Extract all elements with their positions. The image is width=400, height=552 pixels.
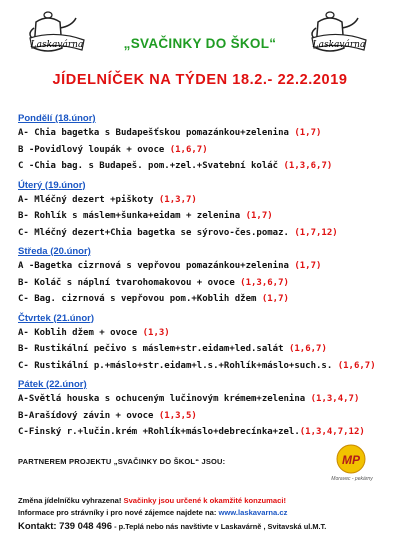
footer-info — [18, 508, 287, 517]
allergens: (1,7) — [245, 211, 273, 221]
moravec-pekarny-logo — [336, 444, 366, 474]
day-section — [18, 112, 396, 175]
allergens: (1,6,7) — [337, 360, 376, 371]
menu-item — [18, 192, 396, 209]
menu-item — [18, 258, 396, 275]
allergens: (1,3,7) — [158, 194, 197, 205]
allergens: (1,7) — [294, 128, 322, 138]
day-heading: Pátek (22.únor) — [18, 379, 87, 390]
allergens: (1,3,6,7) — [283, 161, 333, 171]
menu-item-text: C -Chia bag. s Budapeš. pom.+zel.+Svatební koláč — [18, 161, 284, 171]
menu-item-text: C- Rustikální p.+máslo+str.eidam+l.s.+Rohlík+máslo+such.s. — [18, 360, 338, 371]
allergens: (1,3,4,7,12) — [299, 427, 365, 437]
menu-item-text: B -Povidlový loupák + ovoce — [18, 144, 170, 155]
contact-address: - p.Teplá nebo nás navštivte v Laskavárně , Svitavská ul.M.T. — [112, 522, 327, 531]
menu-item-text: C-Finský r.+lučin.krém +Rohlík+máslo+debrecínka+zel. — [18, 427, 300, 437]
menu-item — [18, 142, 396, 159]
allergens: (1,3,5) — [158, 410, 197, 421]
allergens: (1,3,6,7) — [240, 277, 289, 288]
menu-item — [18, 341, 396, 358]
day-section — [18, 312, 396, 375]
menu-item — [18, 291, 396, 308]
day-heading: Čtvrtek (21.únor) — [18, 312, 95, 324]
menu-item — [18, 424, 396, 441]
allergens: (1,7) — [261, 294, 289, 304]
menu-change-notice: Změna jídelníčku vyhrazena! — [18, 496, 124, 505]
menu-item-text: B- Rohlík s máslem+šunka+eidam + zelenina — [18, 211, 246, 221]
day-heading: Středa (20.únor) — [18, 246, 91, 257]
laskavarna-logo-left — [26, 8, 88, 60]
menu-item — [18, 408, 396, 425]
day-heading: Pondělí (18.únor) — [18, 113, 96, 124]
weekly-menu — [18, 108, 396, 441]
menu-item-text: A- Koblih džem + ovoce — [18, 327, 143, 338]
svg-text:MP: MP — [342, 453, 360, 467]
svg-text:Laskavárna: Laskavárna — [312, 40, 366, 50]
menu-item-text: B- Koláč s náplní tvarohomakovou + ovoce — [18, 277, 241, 288]
consumption-notice: Svačinky jsou určené k okamžité konzumaci! — [123, 496, 286, 505]
day-section — [18, 378, 396, 441]
menu-item-text: B-Arašídový závin + ovoce — [18, 410, 159, 421]
menu-item — [18, 391, 396, 408]
menu-item-text: B- Rustikální pečivo s máslem+str.eidam+led.salát — [18, 344, 289, 354]
partner-caption: Moravec - pekárny — [331, 476, 373, 482]
day-section — [18, 179, 396, 242]
menu-item-text: A- Chia bagetka s Budapešťskou pomazánkou+zelenina — [18, 128, 295, 138]
menu-item-text: C- Mléčný dezert+Chia bagetka se sýrovo-čes.pomaz. — [18, 227, 295, 238]
day-heading: Úterý (19.únor) — [18, 179, 86, 191]
menu-item-text: A- Mléčný dezert +piškoty — [18, 194, 159, 205]
menu-item-text: C- Bag. cizrnová s vepřovou pom.+Koblih džem — [18, 294, 262, 304]
website-link[interactable]: www.laskavarna.cz — [218, 508, 288, 517]
day-section — [18, 245, 396, 308]
menu-item — [18, 125, 396, 142]
menu-item-text: A-Světlá houska s ochuceným lučinovým krémem+zelenina — [18, 394, 311, 404]
menu-item — [18, 208, 396, 225]
menu-item-text: A -Bagetka cizrnová s vepřovou pomazánkou+zelenina — [18, 261, 295, 271]
allergens: (1,3) — [142, 327, 170, 338]
page-title: „SVAČINKY DO ŠKOL“ — [123, 36, 277, 51]
allergens: (1,7,12) — [294, 227, 338, 238]
menu-item — [18, 325, 396, 342]
svg-text:Laskavárna: Laskavárna — [30, 40, 84, 50]
menu-item — [18, 358, 396, 375]
allergens: (1,6,7) — [169, 144, 208, 155]
info-text: Informace pro strávníky i pro nové zájemce najdete na: — [18, 508, 219, 517]
allergens: (1,6,7) — [288, 344, 327, 354]
allergens: (1,3,4,7) — [310, 394, 360, 404]
menu-item — [18, 158, 396, 175]
footer-contact — [18, 521, 326, 532]
menu-item — [18, 225, 396, 242]
week-subtitle: JÍDELNÍČEK NA TÝDEN 18.2.- 22.2.2019 — [52, 72, 348, 88]
laskavarna-logo-right — [308, 8, 370, 60]
allergens: (1,7) — [294, 261, 322, 271]
footer-notice — [18, 496, 286, 505]
menu-item — [18, 275, 396, 292]
contact-phone[interactable]: 739 048 496 — [59, 521, 113, 532]
partners-label: PARTNEREM PROJEKTU „SVAČINKY DO ŠKOL“ JSOU: — [18, 457, 226, 466]
contact-label: Kontakt: — [18, 521, 60, 532]
